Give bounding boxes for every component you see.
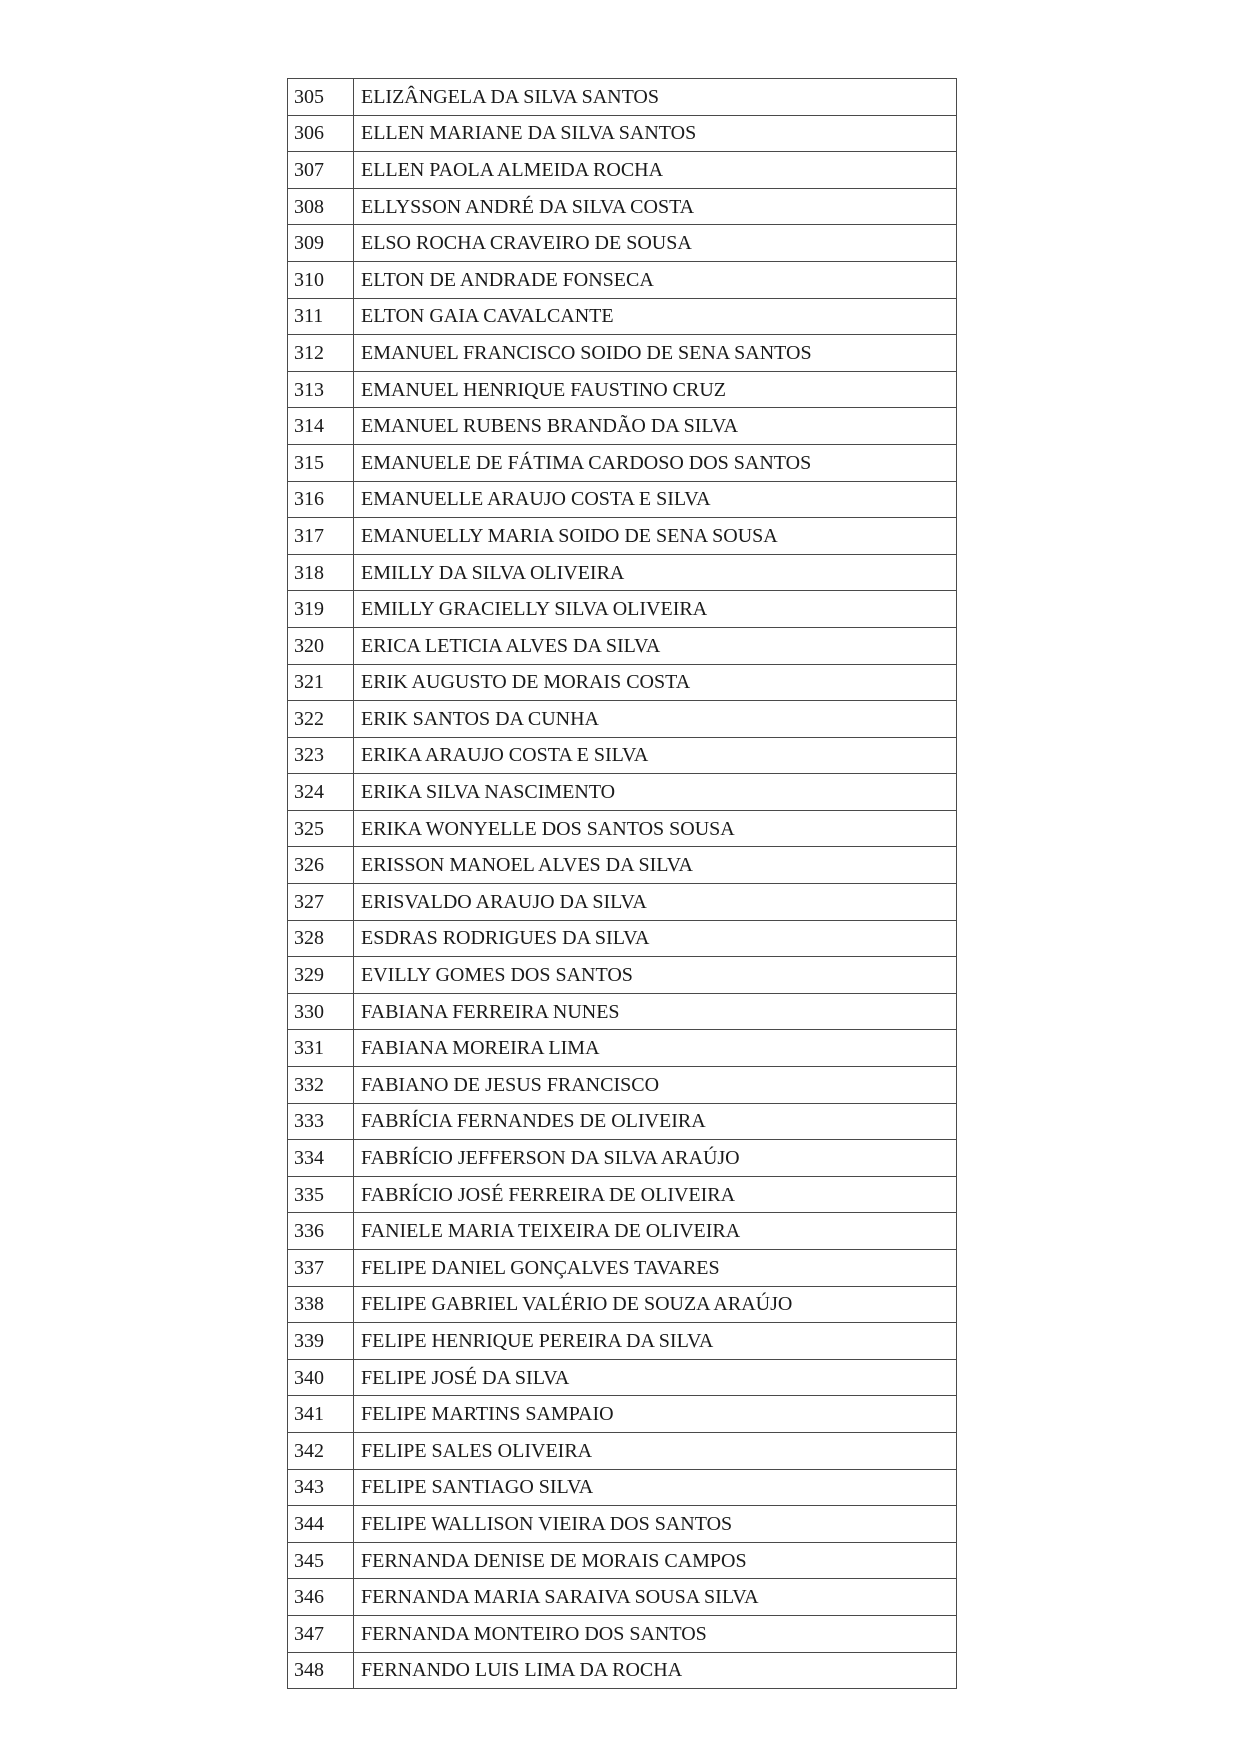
row-name: EMANUEL HENRIQUE FAUSTINO CRUZ <box>354 371 957 408</box>
table-row <box>288 627 957 664</box>
table-row <box>288 1359 957 1396</box>
row-name: ERIK SANTOS DA CUNHA <box>354 701 957 738</box>
row-name: ERICA LETICIA ALVES DA SILVA <box>354 627 957 664</box>
row-name: ERIKA WONYELLE DOS SANTOS SOUSA <box>354 810 957 847</box>
row-number: 308 <box>288 188 354 225</box>
table-row <box>288 774 957 811</box>
row-name: FELIPE HENRIQUE PEREIRA DA SILVA <box>354 1323 957 1360</box>
table-row <box>288 1323 957 1360</box>
table-row <box>288 957 957 994</box>
row-name: ERIKA SILVA NASCIMENTO <box>354 774 957 811</box>
row-number: 314 <box>288 408 354 445</box>
row-number: 330 <box>288 993 354 1030</box>
row-number: 331 <box>288 1030 354 1067</box>
row-name: ERISSON MANOEL ALVES DA SILVA <box>354 847 957 884</box>
row-number: 344 <box>288 1506 354 1543</box>
row-number: 307 <box>288 152 354 189</box>
row-name: ESDRAS RODRIGUES DA SILVA <box>354 920 957 957</box>
row-name: ELIZÂNGELA DA SILVA SANTOS <box>354 79 957 116</box>
table-row <box>288 737 957 774</box>
row-number: 309 <box>288 225 354 262</box>
row-name: FERNANDA DENISE DE MORAIS CAMPOS <box>354 1542 957 1579</box>
table-row <box>288 408 957 445</box>
row-number: 317 <box>288 518 354 555</box>
row-number: 324 <box>288 774 354 811</box>
row-name: FABIANA FERREIRA NUNES <box>354 993 957 1030</box>
row-name: EMILLY DA SILVA OLIVEIRA <box>354 554 957 591</box>
table-row <box>288 920 957 957</box>
row-name: ERISVALDO ARAUJO DA SILVA <box>354 884 957 921</box>
table-row <box>288 371 957 408</box>
row-name: ERIKA ARAUJO COSTA E SILVA <box>354 737 957 774</box>
table-row <box>288 1506 957 1543</box>
table-row <box>288 810 957 847</box>
table-row <box>288 444 957 481</box>
table-row <box>288 1615 957 1652</box>
table-row <box>288 554 957 591</box>
row-number: 322 <box>288 701 354 738</box>
row-number: 311 <box>288 298 354 335</box>
row-name: FELIPE DANIEL GONÇALVES TAVARES <box>354 1250 957 1287</box>
table-row <box>288 1213 957 1250</box>
table-row <box>288 1103 957 1140</box>
row-number: 329 <box>288 957 354 994</box>
table-row <box>288 225 957 262</box>
row-name: FELIPE MARTINS SAMPAIO <box>354 1396 957 1433</box>
table-row <box>288 1067 957 1104</box>
row-name: ELLEN MARIANE DA SILVA SANTOS <box>354 115 957 152</box>
row-name: EMANUEL FRANCISCO SOIDO DE SENA SANTOS <box>354 335 957 372</box>
table-row <box>288 664 957 701</box>
table-row <box>288 481 957 518</box>
row-number: 337 <box>288 1250 354 1287</box>
table-row <box>288 152 957 189</box>
table-row <box>288 1542 957 1579</box>
row-name: FELIPE JOSÉ DA SILVA <box>354 1359 957 1396</box>
row-name: EMILLY GRACIELLY SILVA OLIVEIRA <box>354 591 957 628</box>
row-name: FERNANDA MARIA SARAIVA SOUSA SILVA <box>354 1579 957 1616</box>
name-list-body <box>288 79 957 1689</box>
row-name: ELLYSSON ANDRÉ DA SILVA COSTA <box>354 188 957 225</box>
row-name: ELTON GAIA CAVALCANTE <box>354 298 957 335</box>
row-number: 348 <box>288 1652 354 1689</box>
row-number: 315 <box>288 444 354 481</box>
table-row <box>288 1579 957 1616</box>
row-number: 313 <box>288 371 354 408</box>
table-row <box>288 335 957 372</box>
row-name: FABIANA MOREIRA LIMA <box>354 1030 957 1067</box>
row-name: EMANUEL RUBENS BRANDÃO DA SILVA <box>354 408 957 445</box>
row-name: FABRÍCIO JEFFERSON DA SILVA ARAÚJO <box>354 1140 957 1177</box>
row-number: 319 <box>288 591 354 628</box>
row-number: 320 <box>288 627 354 664</box>
row-number: 333 <box>288 1103 354 1140</box>
row-name: FELIPE SALES OLIVEIRA <box>354 1432 957 1469</box>
row-number: 341 <box>288 1396 354 1433</box>
row-number: 325 <box>288 810 354 847</box>
table-row <box>288 701 957 738</box>
row-number: 334 <box>288 1140 354 1177</box>
row-number: 335 <box>288 1176 354 1213</box>
table-row <box>288 298 957 335</box>
table-row <box>288 884 957 921</box>
table-row <box>288 518 957 555</box>
table-row <box>288 188 957 225</box>
row-number: 328 <box>288 920 354 957</box>
row-name: FELIPE GABRIEL VALÉRIO DE SOUZA ARAÚJO <box>354 1286 957 1323</box>
row-number: 306 <box>288 115 354 152</box>
row-number: 338 <box>288 1286 354 1323</box>
row-number: 326 <box>288 847 354 884</box>
row-name: FERNANDA MONTEIRO DOS SANTOS <box>354 1615 957 1652</box>
row-name: EMANUELLE ARAUJO COSTA E SILVA <box>354 481 957 518</box>
row-number: 345 <box>288 1542 354 1579</box>
row-name: ELSO ROCHA CRAVEIRO DE SOUSA <box>354 225 957 262</box>
row-number: 343 <box>288 1469 354 1506</box>
row-number: 316 <box>288 481 354 518</box>
row-number: 332 <box>288 1067 354 1104</box>
table-row <box>288 1286 957 1323</box>
row-number: 312 <box>288 335 354 372</box>
row-name: FABRÍCIA FERNANDES DE OLIVEIRA <box>354 1103 957 1140</box>
table-row <box>288 1469 957 1506</box>
table-row <box>288 1396 957 1433</box>
table-row <box>288 591 957 628</box>
table-row <box>288 115 957 152</box>
row-number: 318 <box>288 554 354 591</box>
row-number: 340 <box>288 1359 354 1396</box>
table-row <box>288 993 957 1030</box>
row-name: ELTON DE ANDRADE FONSECA <box>354 261 957 298</box>
row-name: EMANUELLY MARIA SOIDO DE SENA SOUSA <box>354 518 957 555</box>
table-row <box>288 79 957 116</box>
row-number: 347 <box>288 1615 354 1652</box>
row-name: FABIANO DE JESUS FRANCISCO <box>354 1067 957 1104</box>
table-row <box>288 847 957 884</box>
table-row <box>288 1176 957 1213</box>
row-number: 339 <box>288 1323 354 1360</box>
row-number: 310 <box>288 261 354 298</box>
row-name: EMANUELE DE FÁTIMA CARDOSO DOS SANTOS <box>354 444 957 481</box>
row-name: FELIPE WALLISON VIEIRA DOS SANTOS <box>354 1506 957 1543</box>
row-name: FELIPE SANTIAGO SILVA <box>354 1469 957 1506</box>
row-number: 321 <box>288 664 354 701</box>
row-number: 336 <box>288 1213 354 1250</box>
name-list-table <box>287 78 957 1689</box>
row-number: 323 <box>288 737 354 774</box>
row-name: ELLEN PAOLA ALMEIDA ROCHA <box>354 152 957 189</box>
table-row <box>288 1250 957 1287</box>
table-row <box>288 1030 957 1067</box>
table-row <box>288 261 957 298</box>
row-name: ERIK AUGUSTO DE MORAIS COSTA <box>354 664 957 701</box>
table-row <box>288 1140 957 1177</box>
row-number: 346 <box>288 1579 354 1616</box>
row-number: 305 <box>288 79 354 116</box>
row-number: 342 <box>288 1432 354 1469</box>
row-number: 327 <box>288 884 354 921</box>
row-name: FERNANDO LUIS LIMA DA ROCHA <box>354 1652 957 1689</box>
row-name: FABRÍCIO JOSÉ FERREIRA DE OLIVEIRA <box>354 1176 957 1213</box>
row-name: EVILLY GOMES DOS SANTOS <box>354 957 957 994</box>
row-name: FANIELE MARIA TEIXEIRA DE OLIVEIRA <box>354 1213 957 1250</box>
table-row <box>288 1432 957 1469</box>
table-row <box>288 1652 957 1689</box>
